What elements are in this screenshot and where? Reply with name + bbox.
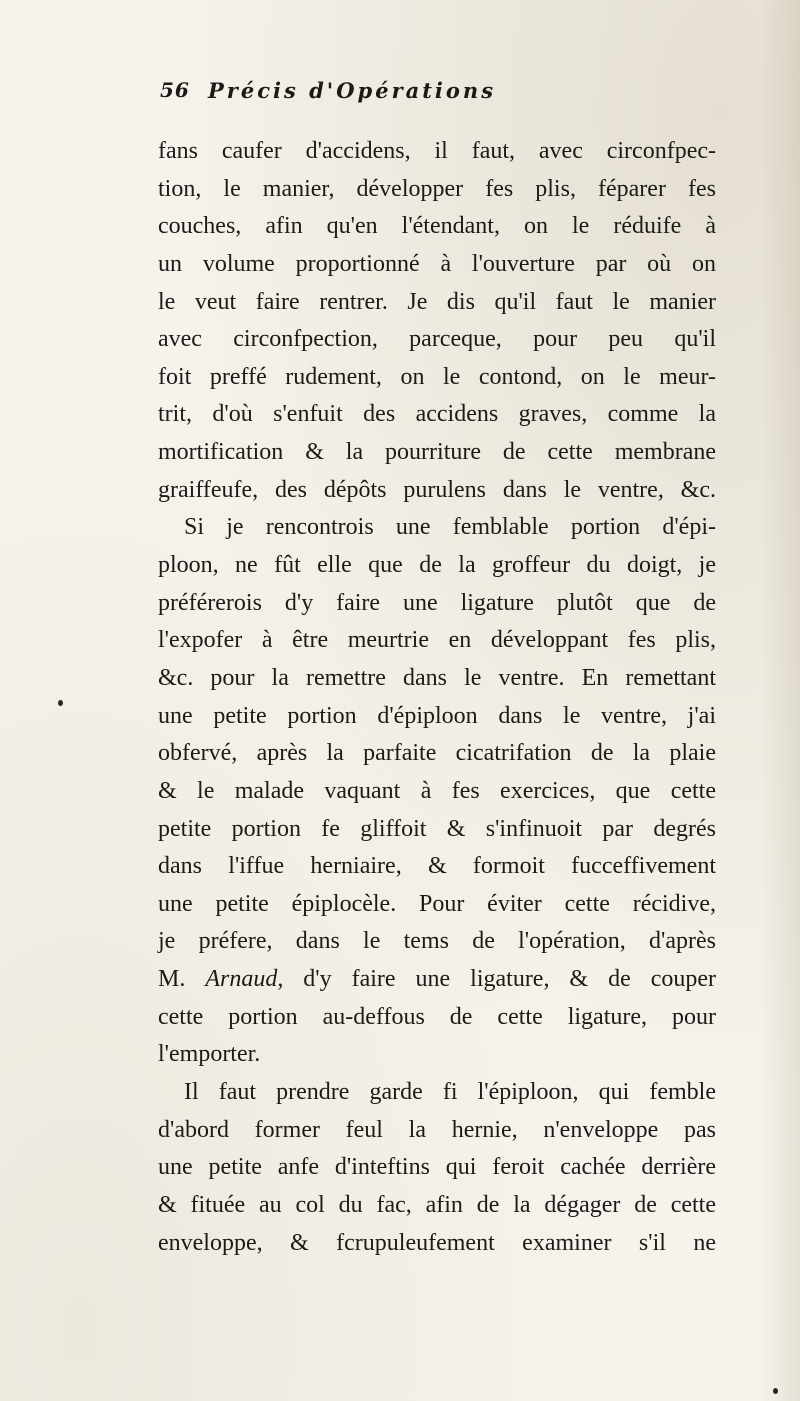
text-line: d'abord former feul la hernie, n'enveloppe pas — [158, 1116, 716, 1143]
text-line: le veut faire rentrer. Je dis qu'il faut le manier — [158, 288, 716, 315]
text-line: & fituée au col du fac, afin de la dégager de cette — [158, 1191, 716, 1218]
text-line: une petite anfe d'inteftins qui feroit cachée derrière — [158, 1154, 716, 1181]
page-number: 56 — [160, 78, 190, 102]
text-line: ploon, ne fût elle que de la groffeur du doigt, je — [158, 552, 716, 579]
running-title: Précis d'Opérations — [208, 78, 497, 103]
page-edge-shadow — [760, 0, 800, 1401]
text-line: M. Arnaud, d'y faire une ligature, & de couper — [158, 966, 717, 993]
italic-name: Arnaud — [205, 966, 278, 993]
text-line: fans caufer d'accidens, il faut, avec circonfpec- — [158, 138, 716, 164]
ink-speck — [58, 700, 63, 706]
page-header — [160, 78, 660, 118]
text-line: obfervé, après la parfaite cicatrifation de la plaie — [158, 740, 716, 767]
ink-speck — [773, 1388, 778, 1394]
text-line: tion, le manier, développer fes plis, féparer fes — [158, 175, 716, 202]
text-line: un volume proportionné à l'ouverture par où on — [158, 250, 716, 277]
text-line: & le malade vaquant à fes exercices, que cette — [158, 777, 716, 804]
text-line: &c. pour la remettre dans le ventre. En remettant — [158, 664, 716, 691]
text-line: mortification & la pourriture de cette membrane — [158, 439, 716, 466]
text-line: Si je rencontrois une femblable portion d'épi- — [184, 514, 716, 541]
text-line: graiffeufe, des dépôts purulens dans le ventre, &c. — [158, 476, 716, 503]
text-line: Il faut prendre garde fi l'épiploon, qui femble — [184, 1079, 716, 1106]
body-text — [158, 133, 716, 1262]
text-line: une petite épiplocèle. Pour éviter cette récidive, — [158, 890, 716, 917]
text-line: l'emporter. — [158, 1041, 261, 1068]
text-line: couches, afin qu'en l'étendant, on le réduife à — [158, 213, 716, 240]
text-line: je préfere, dans le tems de l'opération, d'après — [158, 928, 716, 955]
text-line: avec circonfpection, parceque, pour peu qu'il — [158, 326, 716, 353]
text-line: enveloppe, & fcrupuleufement examiner s'il ne — [158, 1229, 716, 1256]
text-line: petite portion fe gliffoit & s'infinuoit par degrés — [158, 815, 716, 842]
text-line: l'expofer à être meurtrie en développant fes plis, — [158, 627, 716, 654]
text-line: trit, d'où s'enfuit des accidens graves, comme la — [158, 401, 716, 428]
text-line: préférerois d'y faire une ligature plutôt que de — [158, 589, 716, 616]
text-line: cette portion au-deffous de cette ligature, pour — [158, 1003, 716, 1030]
text-line: une petite portion d'épiploon dans le ventre, j'ai — [158, 702, 716, 729]
text-line: dans l'iffue herniaire, & formoit fucceffivement — [158, 853, 716, 880]
text-line: foit preffé rudement, on le contond, on le meur- — [158, 363, 716, 390]
